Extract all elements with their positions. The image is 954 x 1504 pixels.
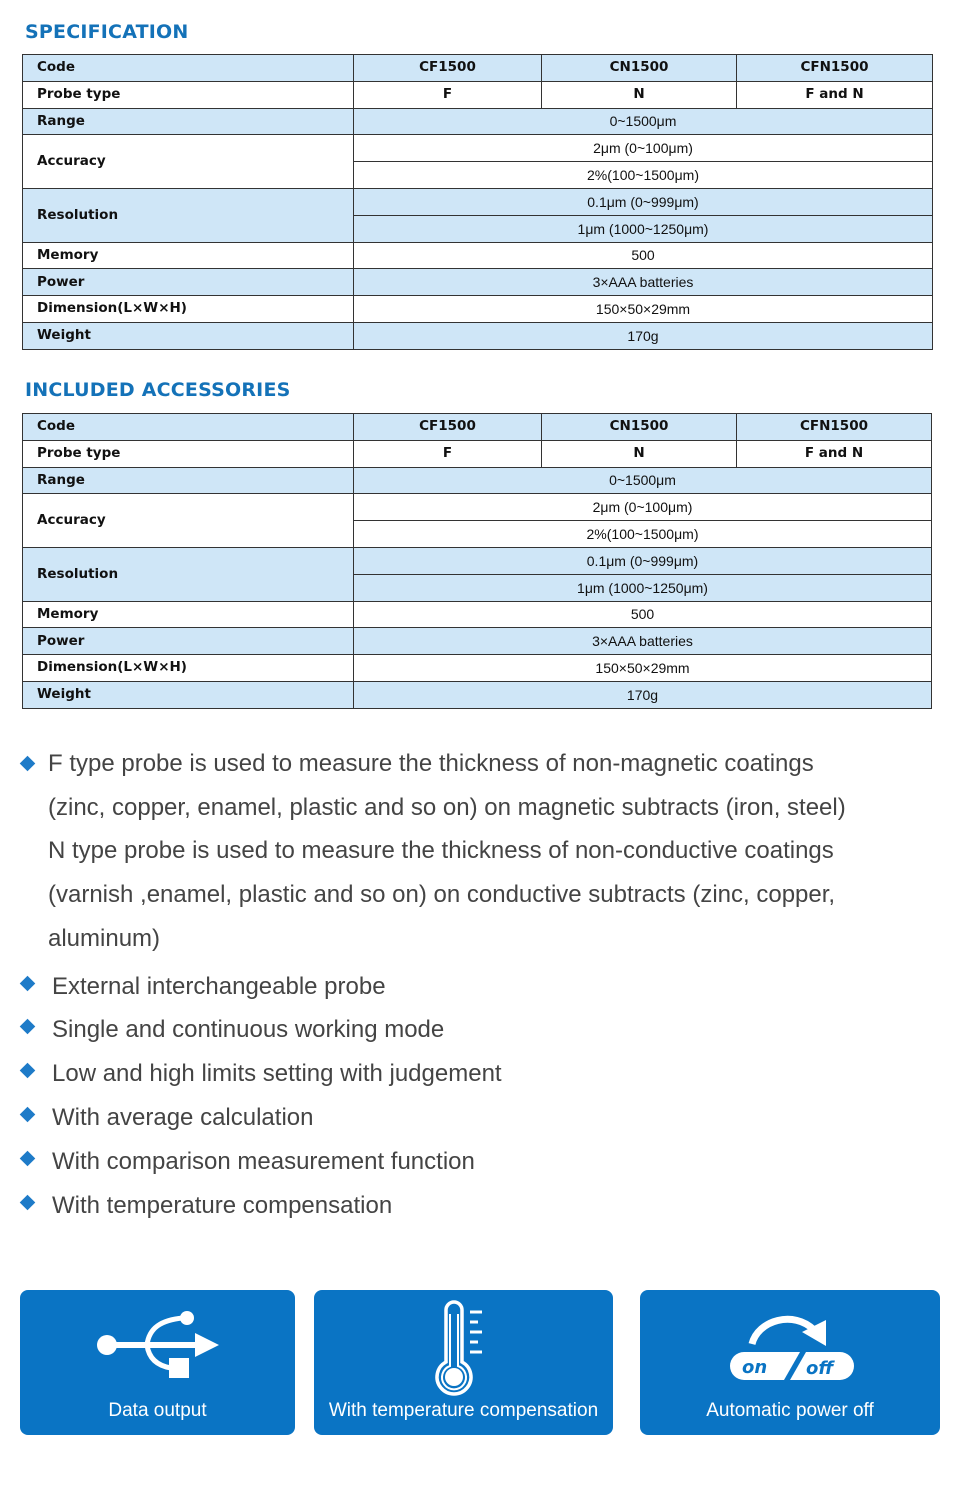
- feature-item-probe-types: [18, 742, 918, 961]
- dimension-value: 150×50×29mm: [354, 296, 933, 323]
- accessories-table: [22, 413, 932, 709]
- power-label: Power: [23, 269, 354, 296]
- dimension-label: Dimension(L×W×H): [23, 296, 354, 323]
- code-cn1500: CN1500: [542, 55, 737, 82]
- resolution-label: Resolution: [23, 188, 354, 242]
- diamond-bullet-icon: [20, 756, 36, 772]
- code-cf1500: CF1500: [354, 55, 542, 82]
- table-row: [23, 440, 932, 467]
- accuracy-label: Accuracy: [23, 494, 354, 548]
- diamond-bullet-icon: [20, 1107, 36, 1123]
- temperature-compensation-card: [314, 1290, 613, 1435]
- probe-type-fn: F and N: [737, 440, 932, 467]
- off-label: off: [806, 1358, 834, 1379]
- code-label: Code: [23, 55, 354, 82]
- table-row: [23, 269, 933, 296]
- feature-line: F type probe is used to measure the thickness of non-magnetic coatings: [48, 750, 814, 777]
- feature-line: (zinc, copper, enamel, plastic and so on) on magnetic subtracts (iron, steel): [48, 793, 846, 821]
- code-label: Code: [23, 414, 354, 441]
- probe-type-n: N: [542, 81, 737, 108]
- code-cfn1500: CFN1500: [737, 55, 933, 82]
- spec-table: [22, 54, 933, 350]
- thermometer-icon: [314, 1300, 613, 1400]
- resolution-value-1: 0.1μm (0~999μm): [354, 547, 932, 574]
- usb-icon: [20, 1300, 295, 1400]
- power-value: 3×AAA batteries: [354, 628, 932, 655]
- accuracy-value-1: 2μm (0~100μm): [354, 135, 933, 162]
- feature-text: With average calculation: [52, 1103, 314, 1131]
- probe-type-f: F: [354, 81, 542, 108]
- power-label: Power: [23, 628, 354, 655]
- power-value: 3×AAA batteries: [354, 269, 933, 296]
- accuracy-value-2: 2%(100~1500μm): [354, 162, 933, 189]
- table-row: [23, 494, 932, 521]
- resolution-value-2: 1μm (1000~1250μm): [354, 574, 932, 601]
- feature-line: (varnish ,enamel, plastic and so on) on conductive subtracts (zinc, copper,: [48, 881, 836, 909]
- table-row: [23, 601, 932, 628]
- feature-text: Single and continuous working mode: [52, 1016, 445, 1044]
- probe-type-label: Probe type: [23, 81, 354, 108]
- diamond-bullet-icon: [20, 975, 36, 991]
- list-item: [18, 1184, 918, 1228]
- code-cfn1500: CFN1500: [737, 414, 932, 441]
- probe-type-f: F: [354, 440, 542, 467]
- table-row: [23, 681, 932, 708]
- list-item: [18, 965, 918, 1009]
- memory-label: Memory: [23, 601, 354, 628]
- range-label: Range: [23, 108, 354, 135]
- card-caption: Data output: [108, 1400, 207, 1421]
- table-row: [23, 414, 932, 441]
- weight-label: Weight: [23, 322, 354, 349]
- weight-label: Weight: [23, 681, 354, 708]
- range-label: Range: [23, 467, 354, 494]
- table-row: [23, 655, 932, 682]
- table-row: [23, 188, 933, 215]
- memory-label: Memory: [23, 242, 354, 269]
- table-row: [23, 547, 932, 574]
- table-row: [23, 135, 933, 162]
- data-output-card: [20, 1290, 295, 1435]
- memory-value: 500: [354, 601, 932, 628]
- table-row: [23, 628, 932, 655]
- dimension-value: 150×50×29mm: [354, 655, 932, 682]
- feature-text: External interchangeable probe: [52, 972, 386, 1000]
- accuracy-value-2: 2%(100~1500μm): [354, 521, 932, 548]
- list-item: [18, 1096, 918, 1140]
- table-row: [23, 322, 933, 349]
- table-row: [23, 242, 933, 269]
- table-row: [23, 81, 933, 108]
- dimension-label: Dimension(L×W×H): [23, 655, 354, 682]
- feature-text: With temperature compensation: [52, 1191, 393, 1219]
- range-value: 0~1500μm: [354, 108, 933, 135]
- resolution-label: Resolution: [23, 547, 354, 601]
- probe-type-label: Probe type: [23, 440, 354, 467]
- accuracy-label: Accuracy: [23, 135, 354, 189]
- card-caption: With temperature compensation: [328, 1400, 599, 1421]
- feature-line: N type probe is used to measure the thickness of non-conductive coatings: [48, 837, 834, 865]
- probe-type-fn: F and N: [737, 81, 933, 108]
- probe-type-n: N: [542, 440, 737, 467]
- table-row: [23, 296, 933, 323]
- accessories-section-title: INCLUDED ACCESSORIES: [25, 379, 291, 401]
- feature-list: [18, 742, 918, 1227]
- table-row: [23, 108, 933, 135]
- resolution-value-2: 1μm (1000~1250μm): [354, 215, 933, 242]
- list-item: [18, 1140, 918, 1184]
- resolution-value-1: 0.1μm (0~999μm): [354, 188, 933, 215]
- power-off-card: [640, 1290, 940, 1435]
- spec-section-title: SPECIFICATION: [25, 21, 189, 43]
- feature-text: Low and high limits setting with judgement: [52, 1060, 502, 1088]
- list-item: [18, 1008, 918, 1052]
- weight-value: 170g: [354, 322, 933, 349]
- feature-line: aluminum): [48, 924, 161, 952]
- diamond-bullet-icon: [20, 1063, 36, 1079]
- list-item: [18, 1052, 918, 1096]
- power-toggle-icon: [640, 1300, 940, 1400]
- feature-text: With comparison measurement function: [52, 1147, 475, 1175]
- diamond-bullet-icon: [20, 1194, 36, 1210]
- on-label: on: [742, 1357, 768, 1378]
- table-row: [23, 55, 933, 82]
- code-cf1500: CF1500: [354, 414, 542, 441]
- memory-value: 500: [354, 242, 933, 269]
- diamond-bullet-icon: [20, 1150, 36, 1166]
- table-row: [23, 467, 932, 494]
- diamond-bullet-icon: [20, 1019, 36, 1035]
- range-value: 0~1500μm: [354, 467, 932, 494]
- code-cn1500: CN1500: [542, 414, 737, 441]
- weight-value: 170g: [354, 681, 932, 708]
- card-caption: Automatic power off: [706, 1400, 874, 1421]
- accuracy-value-1: 2μm (0~100μm): [354, 494, 932, 521]
